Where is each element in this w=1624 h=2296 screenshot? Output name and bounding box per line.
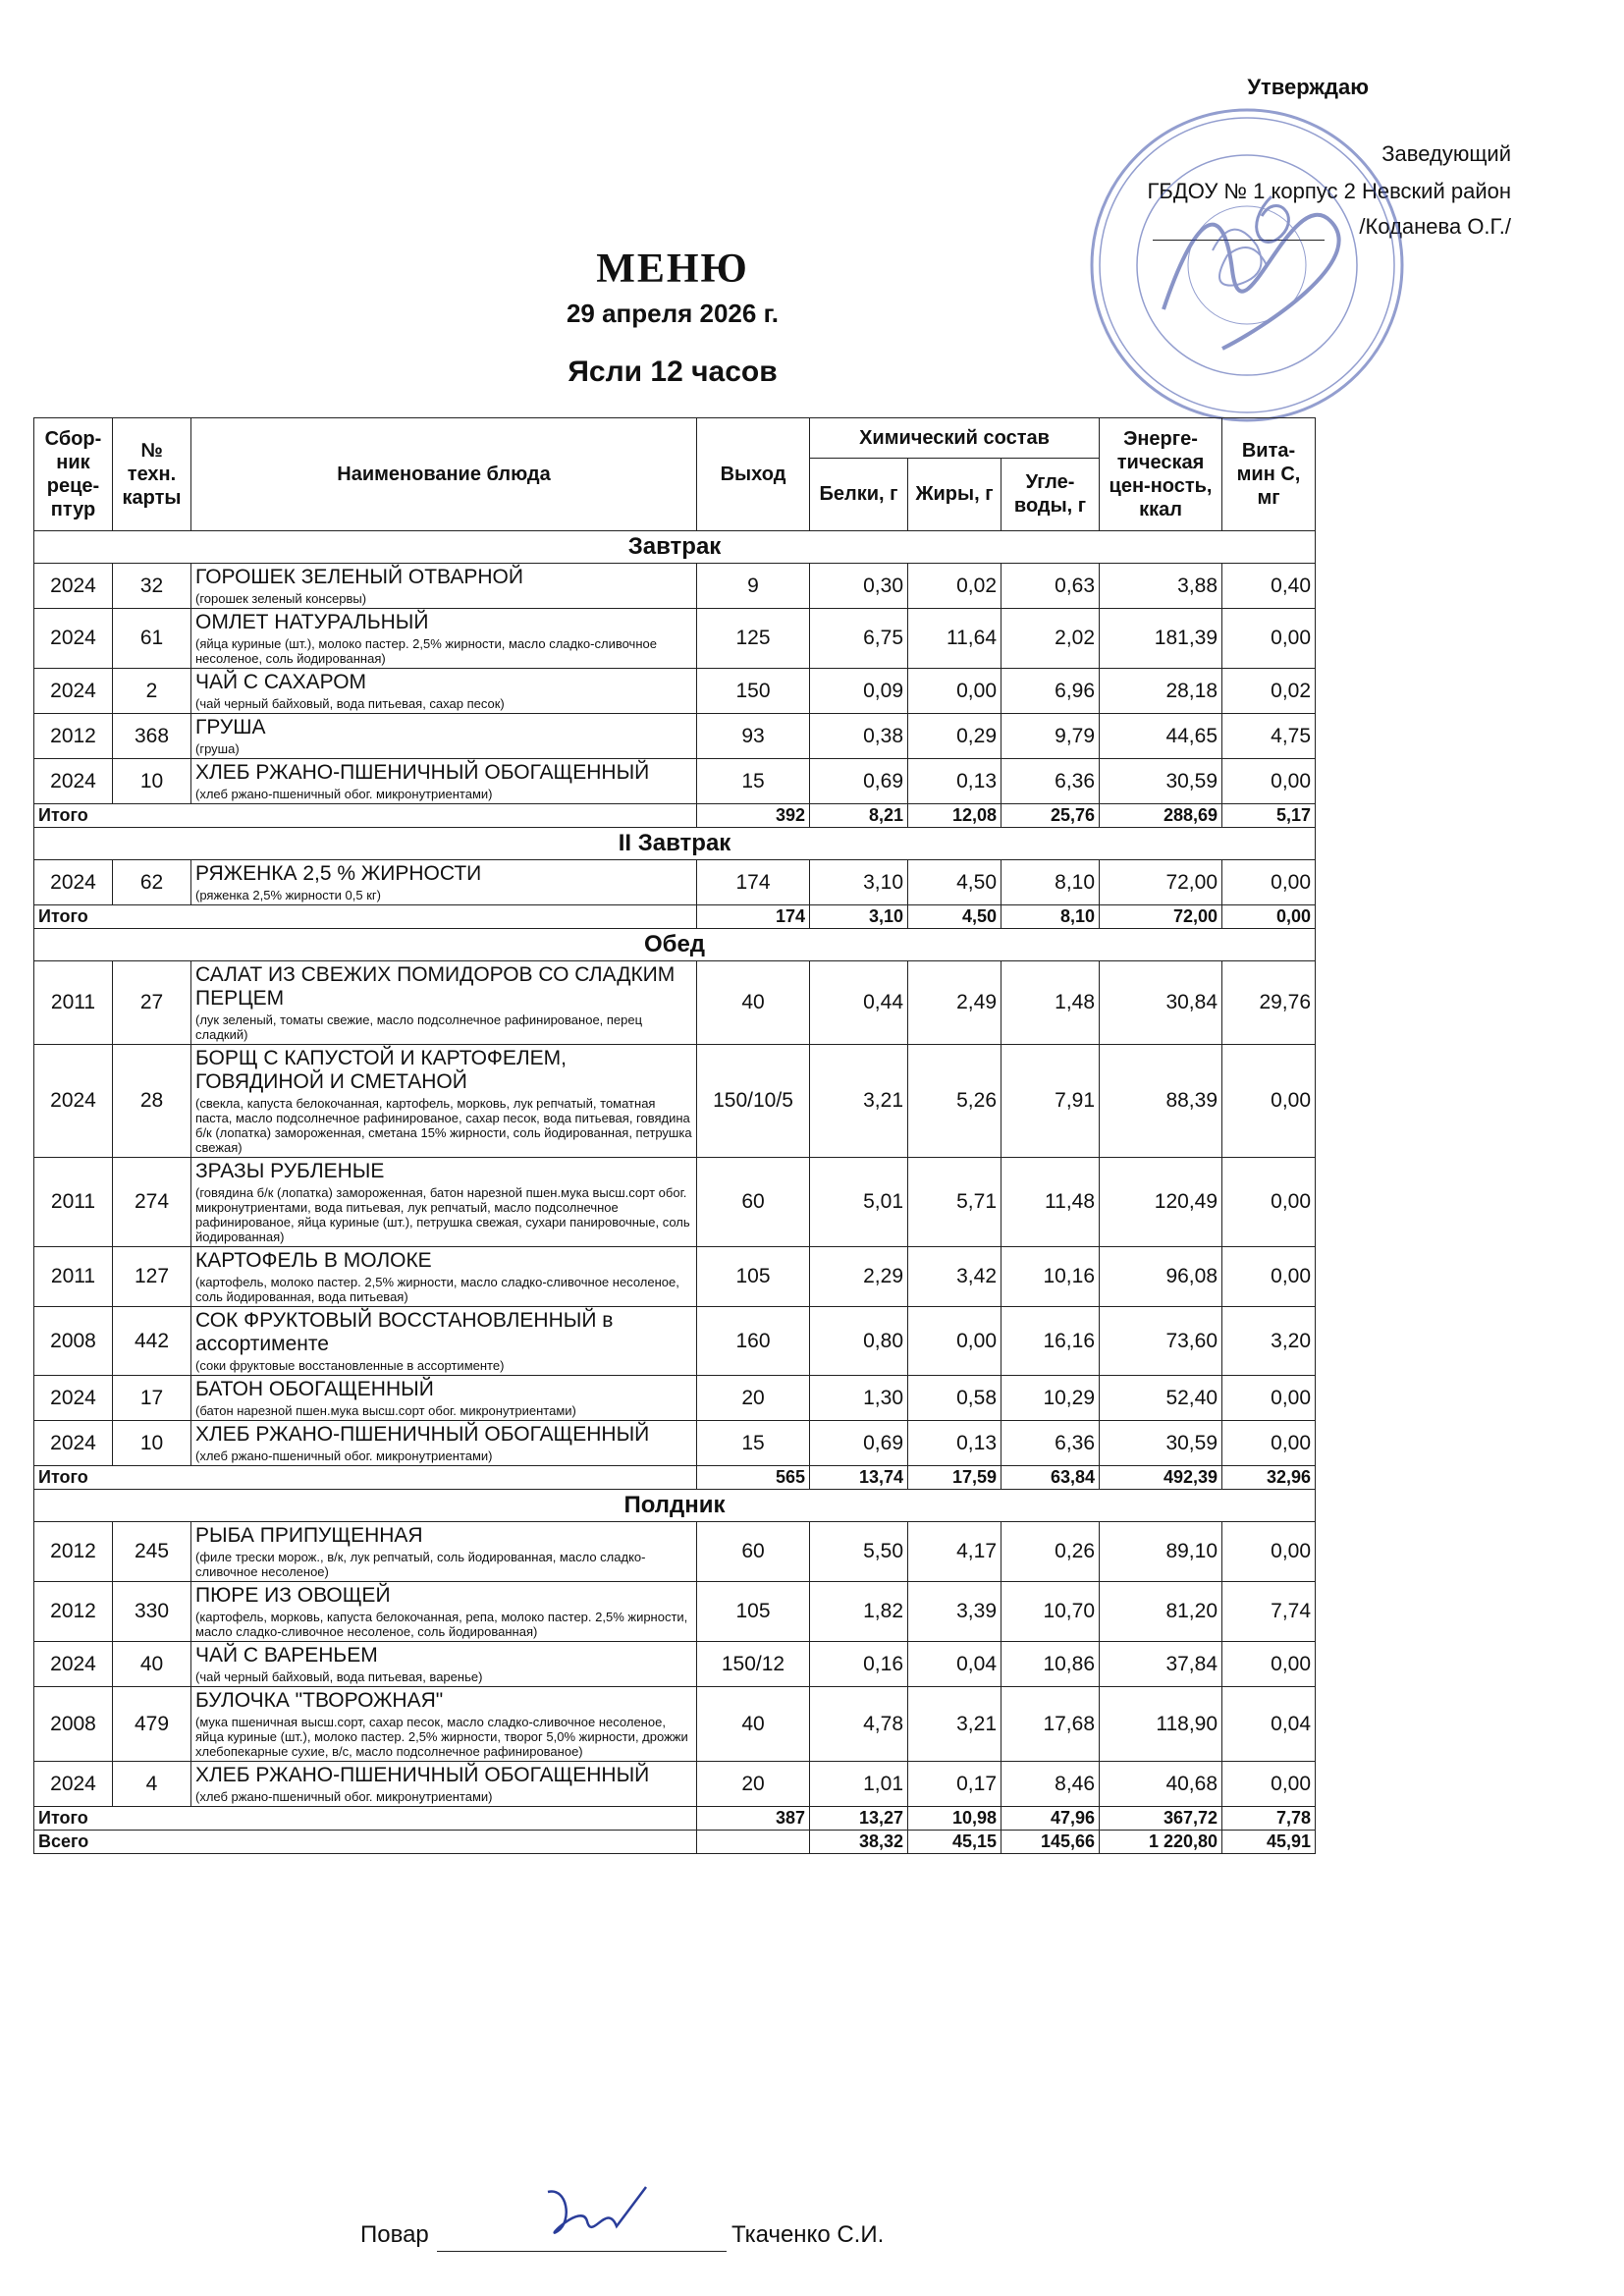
total-label: Итого xyxy=(34,905,697,929)
dish-composition: (груша) xyxy=(195,741,240,756)
section-title: II Завтрак xyxy=(34,828,1316,860)
cell-dish xyxy=(191,1045,697,1158)
cell-vitc: 0,00 xyxy=(1222,1376,1316,1421)
cell-collection: 2012 xyxy=(34,1522,113,1582)
dish-name: КАРТОФЕЛЬ В МОЛОКЕ xyxy=(195,1249,432,1272)
total-vitc: 32,96 xyxy=(1222,1466,1316,1490)
cell-energy: 181,39 xyxy=(1100,609,1222,669)
grand-total-protein: 38,32 xyxy=(810,1831,908,1854)
cell-vitc: 7,74 xyxy=(1222,1582,1316,1642)
dish-name: САЛАТ ИЗ СВЕЖИХ ПОМИДОРОВ СО СЛАДКИМ ПЕРЦЕМ xyxy=(195,963,676,1010)
cook-label: Повар xyxy=(360,2221,429,2248)
cell-vitc: 4,75 xyxy=(1222,714,1316,759)
cell-output: 125 xyxy=(697,609,810,669)
cell-card: 245 xyxy=(113,1522,191,1582)
cell-fat: 0,00 xyxy=(908,669,1001,714)
cell-energy: 3,88 xyxy=(1100,564,1222,609)
cell-protein: 0,69 xyxy=(810,1421,908,1466)
cell-energy: 73,60 xyxy=(1100,1307,1222,1376)
cell-protein: 1,82 xyxy=(810,1582,908,1642)
table-row xyxy=(34,1687,1316,1762)
cell-dish xyxy=(191,564,697,609)
cell-vitc: 0,00 xyxy=(1222,1642,1316,1687)
cell-carbs: 6,96 xyxy=(1001,669,1100,714)
cell-dish xyxy=(191,1421,697,1466)
table-row xyxy=(34,860,1316,905)
cell-energy: 120,49 xyxy=(1100,1158,1222,1247)
cell-fat: 4,50 xyxy=(908,860,1001,905)
cell-vitc: 0,00 xyxy=(1222,1421,1316,1466)
table-row xyxy=(34,669,1316,714)
total-fat: 17,59 xyxy=(908,1466,1001,1490)
section-header-row xyxy=(34,828,1316,860)
menu-body xyxy=(34,531,1316,1854)
approver-position: Заведующий xyxy=(1381,141,1511,166)
cell-output: 60 xyxy=(697,1158,810,1247)
cell-collection: 2012 xyxy=(34,1582,113,1642)
cell-energy: 30,84 xyxy=(1100,961,1222,1045)
cell-protein: 2,29 xyxy=(810,1247,908,1307)
cell-carbs: 8,10 xyxy=(1001,860,1100,905)
total-fat: 10,98 xyxy=(908,1807,1001,1831)
cell-vitc: 29,76 xyxy=(1222,961,1316,1045)
cell-collection: 2024 xyxy=(34,1642,113,1687)
grand-total-vitc: 45,91 xyxy=(1222,1831,1316,1854)
cell-carbs: 16,16 xyxy=(1001,1307,1100,1376)
cell-dish xyxy=(191,669,697,714)
cell-dish xyxy=(191,714,697,759)
section-header-row xyxy=(34,929,1316,961)
total-row xyxy=(34,905,1316,929)
grand-total-energy: 1 220,80 xyxy=(1100,1831,1222,1854)
cell-energy: 40,68 xyxy=(1100,1762,1222,1807)
cell-protein: 5,50 xyxy=(810,1522,908,1582)
cell-protein: 3,21 xyxy=(810,1045,908,1158)
table-row xyxy=(34,714,1316,759)
cell-protein: 3,10 xyxy=(810,860,908,905)
cell-energy: 72,00 xyxy=(1100,860,1222,905)
cell-vitc: 0,04 xyxy=(1222,1687,1316,1762)
dish-composition: (хлеб ржано-пшеничный обог. микронутриентами) xyxy=(195,1789,493,1804)
col-chem: Химический состав xyxy=(810,418,1100,459)
cell-dish xyxy=(191,1522,697,1582)
table-row xyxy=(34,1247,1316,1307)
table-row xyxy=(34,1158,1316,1247)
table-row xyxy=(34,1307,1316,1376)
dish-composition: (свекла, капуста белокочанная, картофель, морковь, лук репчатый, томатная паста, масло подсолнечное рафинированое, сахар песок, вода питьевая, говядина б/к (лопатка) замороженная, сметана 15% жирности, соль йодированная, петрушка свежая) xyxy=(195,1096,692,1155)
total-protein: 8,21 xyxy=(810,804,908,828)
cell-energy: 28,18 xyxy=(1100,669,1222,714)
dish-name: ЗРАЗЫ РУБЛЕНЫЕ xyxy=(195,1160,385,1182)
cell-card: 127 xyxy=(113,1247,191,1307)
table-row xyxy=(34,1045,1316,1158)
table-row xyxy=(34,1582,1316,1642)
cell-output: 93 xyxy=(697,714,810,759)
cell-card: 10 xyxy=(113,759,191,804)
total-carbs: 8,10 xyxy=(1001,905,1100,929)
total-label: Итого xyxy=(34,1466,697,1490)
cell-dish xyxy=(191,1158,697,1247)
cell-vitc: 0,02 xyxy=(1222,669,1316,714)
table-row xyxy=(34,1421,1316,1466)
dish-composition: (картофель, морковь, капуста белокочанная, репа, молоко пастер. 2,5% жирности, масло сладко-сливочное несоленое, соль йодированная) xyxy=(195,1610,688,1639)
cell-output: 150/12 xyxy=(697,1642,810,1687)
total-row xyxy=(34,804,1316,828)
cell-fat: 11,64 xyxy=(908,609,1001,669)
cell-output: 105 xyxy=(697,1247,810,1307)
grand-total-label: Всего xyxy=(34,1831,697,1854)
total-carbs: 47,96 xyxy=(1001,1807,1100,1831)
total-carbs: 25,76 xyxy=(1001,804,1100,828)
dish-name: ХЛЕБ РЖАНО-ПШЕНИЧНЫЙ ОБОГАЩЕННЫЙ xyxy=(195,1764,650,1786)
table-row xyxy=(34,1762,1316,1807)
cell-carbs: 0,26 xyxy=(1001,1522,1100,1582)
dish-name: ГРУША xyxy=(195,716,266,738)
grand-total-carbs: 145,66 xyxy=(1001,1831,1100,1854)
cell-protein: 1,01 xyxy=(810,1762,908,1807)
cell-carbs: 10,16 xyxy=(1001,1247,1100,1307)
col-carbs: Угле-воды, г xyxy=(1001,458,1100,530)
cell-carbs: 10,29 xyxy=(1001,1376,1100,1421)
dish-composition: (картофель, молоко пастер. 2,5% жирности, масло сладко-сливочное несоленое, соль йодированная, вода питьевая) xyxy=(195,1275,679,1304)
cell-vitc: 0,00 xyxy=(1222,1247,1316,1307)
cell-card: 62 xyxy=(113,860,191,905)
cell-protein: 0,69 xyxy=(810,759,908,804)
total-protein: 13,74 xyxy=(810,1466,908,1490)
cell-collection: 2011 xyxy=(34,961,113,1045)
cell-vitc: 0,40 xyxy=(1222,564,1316,609)
table-row xyxy=(34,1522,1316,1582)
cell-carbs: 6,36 xyxy=(1001,759,1100,804)
cell-protein: 0,44 xyxy=(810,961,908,1045)
dish-name: ЧАЙ С САХАРОМ xyxy=(195,671,367,693)
cell-collection: 2011 xyxy=(34,1158,113,1247)
cell-fat: 5,71 xyxy=(908,1158,1001,1247)
dish-name: ХЛЕБ РЖАНО-ПШЕНИЧНЫЙ ОБОГАЩЕННЫЙ xyxy=(195,761,650,784)
cell-output: 160 xyxy=(697,1307,810,1376)
dish-composition: (соки фруктовые восстановленные в ассортименте) xyxy=(195,1358,505,1373)
cell-collection: 2024 xyxy=(34,759,113,804)
cell-protein: 1,30 xyxy=(810,1376,908,1421)
dish-name: БОРЩ С КАПУСТОЙ И КАРТОФЕЛЕМ, ГОВЯДИНОЙ И СМЕТАНОЙ xyxy=(195,1047,567,1093)
cell-dish xyxy=(191,1376,697,1421)
dish-name: ХЛЕБ РЖАНО-ПШЕНИЧНЫЙ ОБОГАЩЕННЫЙ xyxy=(195,1423,650,1446)
table-row xyxy=(34,759,1316,804)
cell-fat: 3,42 xyxy=(908,1247,1001,1307)
total-output: 565 xyxy=(697,1466,810,1490)
menu-date: 29 апреля 2026 г. xyxy=(566,299,780,328)
cell-card: 330 xyxy=(113,1582,191,1642)
section-header-row xyxy=(34,1490,1316,1522)
dish-composition: (горошек зеленый консервы) xyxy=(195,591,367,606)
cook-signature xyxy=(538,2182,656,2241)
total-label: Итого xyxy=(34,804,697,828)
dish-name: РЫБА ПРИПУЩЕННАЯ xyxy=(195,1524,423,1547)
total-label: Итого xyxy=(34,1807,697,1831)
total-vitc: 5,17 xyxy=(1222,804,1316,828)
cell-output: 15 xyxy=(697,1421,810,1466)
cell-vitc: 0,00 xyxy=(1222,609,1316,669)
cell-dish xyxy=(191,961,697,1045)
cell-fat: 0,13 xyxy=(908,759,1001,804)
cell-collection: 2024 xyxy=(34,860,113,905)
cell-collection: 2008 xyxy=(34,1307,113,1376)
cell-vitc: 0,00 xyxy=(1222,759,1316,804)
table-row xyxy=(34,1376,1316,1421)
cell-energy: 30,59 xyxy=(1100,759,1222,804)
cell-collection: 2024 xyxy=(34,1762,113,1807)
total-protein: 13,27 xyxy=(810,1807,908,1831)
cell-carbs: 11,48 xyxy=(1001,1158,1100,1247)
cell-fat: 0,00 xyxy=(908,1307,1001,1376)
cell-collection: 2024 xyxy=(34,1045,113,1158)
cell-collection: 2024 xyxy=(34,1376,113,1421)
cell-carbs: 10,70 xyxy=(1001,1582,1100,1642)
dish-composition: (яйца куриные (шт.), молоко пастер. 2,5% жирности, масло сладко-сливочное несоленое, соль йодированная) xyxy=(195,636,657,666)
total-energy: 72,00 xyxy=(1100,905,1222,929)
cell-vitc: 0,00 xyxy=(1222,1762,1316,1807)
dish-composition: (мука пшеничная высш.сорт, сахар песок, масло сладко-сливочное несоленое, яйца куриные (шт.), молоко пастер. 2,5% жирности, творог 5,0% жирности, дрожжи хлебопекарные сухие, в/с, масло подсолнечное рафинированое) xyxy=(195,1715,688,1759)
total-output: 174 xyxy=(697,905,810,929)
cell-energy: 118,90 xyxy=(1100,1687,1222,1762)
total-row xyxy=(34,1807,1316,1831)
dish-name: ГОРОШЕК ЗЕЛЕНЫЙ ОТВАРНОЙ xyxy=(195,566,523,588)
dish-composition: (чай черный байховый, вода питьевая, сахар песок) xyxy=(195,696,505,711)
dish-composition: (хлеб ржано-пшеничный обог. микронутриентами) xyxy=(195,787,493,801)
col-energy: Энерге-тическая цен-ность, ккал xyxy=(1100,418,1222,531)
cell-protein: 0,80 xyxy=(810,1307,908,1376)
dish-composition: (ряженка 2,5% жирности 0,5 кг) xyxy=(195,888,381,902)
cell-fat: 0,17 xyxy=(908,1762,1001,1807)
cell-energy: 88,39 xyxy=(1100,1045,1222,1158)
cell-dish xyxy=(191,1582,697,1642)
col-collection: Сбор-ник реце-птур xyxy=(34,418,113,531)
cell-card: 17 xyxy=(113,1376,191,1421)
section-header-row xyxy=(34,531,1316,564)
dish-composition: (чай черный байховый, вода питьевая, варенье) xyxy=(195,1669,483,1684)
section-title: Полдник xyxy=(34,1490,1316,1522)
dish-composition: (лук зеленый, томаты свежие, масло подсолнечное рафинированое, перец сладкий) xyxy=(195,1012,643,1042)
col-card: № техн. карты xyxy=(113,418,191,531)
dish-name: БУЛОЧКА "ТВОРОЖНАЯ" xyxy=(195,1689,444,1712)
cell-protein: 4,78 xyxy=(810,1687,908,1762)
total-fat: 4,50 xyxy=(908,905,1001,929)
cell-dish xyxy=(191,609,697,669)
cell-fat: 4,17 xyxy=(908,1522,1001,1582)
cell-protein: 0,30 xyxy=(810,564,908,609)
cell-dish xyxy=(191,1762,697,1807)
approver-signature-name: /Коданева О.Г./ xyxy=(1359,214,1511,239)
cell-vitc: 0,00 xyxy=(1222,1522,1316,1582)
dish-composition: (филе трески морож., в/к, лук репчатый, соль йодированная, масло сладко-сливочное несоленое) xyxy=(195,1550,646,1579)
col-protein: Белки, г xyxy=(810,458,908,530)
total-output: 387 xyxy=(697,1807,810,1831)
cell-fat: 3,39 xyxy=(908,1582,1001,1642)
table-row xyxy=(34,961,1316,1045)
cell-fat: 0,04 xyxy=(908,1642,1001,1687)
cell-card: 274 xyxy=(113,1158,191,1247)
cell-output: 150 xyxy=(697,669,810,714)
cell-card: 32 xyxy=(113,564,191,609)
section-title: Обед xyxy=(34,929,1316,961)
col-vitc: Вита-мин С, мг xyxy=(1222,418,1316,531)
cell-protein: 0,16 xyxy=(810,1642,908,1687)
dish-composition: (батон нарезной пшен.мука высш.сорт обог. микронутриентами) xyxy=(195,1403,576,1418)
total-protein: 3,10 xyxy=(810,905,908,929)
cell-card: 27 xyxy=(113,961,191,1045)
cell-fat: 3,21 xyxy=(908,1687,1001,1762)
table-row xyxy=(34,609,1316,669)
approve-label: Утверждаю xyxy=(1247,75,1369,99)
cell-dish xyxy=(191,1247,697,1307)
cell-vitc: 3,20 xyxy=(1222,1307,1316,1376)
dish-name: РЯЖЕНКА 2,5 % ЖИРНОСТИ xyxy=(195,862,482,885)
cell-card: 28 xyxy=(113,1045,191,1158)
cell-dish xyxy=(191,759,697,804)
cell-output: 40 xyxy=(697,1687,810,1762)
total-energy: 288,69 xyxy=(1100,804,1222,828)
cell-output: 150/10/5 xyxy=(697,1045,810,1158)
cell-card: 40 xyxy=(113,1642,191,1687)
cell-dish xyxy=(191,1307,697,1376)
cell-collection: 2024 xyxy=(34,1421,113,1466)
cell-dish xyxy=(191,860,697,905)
cell-fat: 0,58 xyxy=(908,1376,1001,1421)
cell-card: 368 xyxy=(113,714,191,759)
total-vitc: 7,78 xyxy=(1222,1807,1316,1831)
cell-protein: 5,01 xyxy=(810,1158,908,1247)
cell-carbs: 8,46 xyxy=(1001,1762,1100,1807)
cell-fat: 0,13 xyxy=(908,1421,1001,1466)
grand-total-fat: 45,15 xyxy=(908,1831,1001,1854)
section-title: Завтрак xyxy=(34,531,1316,564)
grand-total-output xyxy=(697,1831,810,1854)
cell-output: 20 xyxy=(697,1762,810,1807)
cell-carbs: 2,02 xyxy=(1001,609,1100,669)
cell-energy: 37,84 xyxy=(1100,1642,1222,1687)
cell-fat: 0,02 xyxy=(908,564,1001,609)
cell-fat: 2,49 xyxy=(908,961,1001,1045)
dish-composition: (говядина б/к (лопатка) замороженная, батон нарезной пшен.мука высш.сорт обог. микронутриентами, вода питьевая, лук репчатый, масло подсолнечное рафинированое, яйца куриные (шт.), петрушка свежая, сухари панировочные, соль йодированная) xyxy=(195,1185,690,1244)
cell-output: 174 xyxy=(697,860,810,905)
page-title: МЕНЮ xyxy=(596,246,749,292)
dish-composition: (хлеб ржано-пшеничный обог. микронутриентами) xyxy=(195,1449,493,1463)
dish-name: СОК ФРУКТОВЫЙ ВОССТАНОВЛЕННЫЙ в ассортименте xyxy=(195,1309,614,1355)
cell-carbs: 6,36 xyxy=(1001,1421,1100,1466)
total-energy: 492,39 xyxy=(1100,1466,1222,1490)
cell-fat: 0,29 xyxy=(908,714,1001,759)
cell-energy: 96,08 xyxy=(1100,1247,1222,1307)
cell-card: 2 xyxy=(113,669,191,714)
cell-energy: 81,20 xyxy=(1100,1582,1222,1642)
cell-card: 442 xyxy=(113,1307,191,1376)
cell-output: 60 xyxy=(697,1522,810,1582)
grand-total-row xyxy=(34,1831,1316,1854)
cell-carbs: 7,91 xyxy=(1001,1045,1100,1158)
col-dish: Наименование блюда xyxy=(191,418,697,531)
total-carbs: 63,84 xyxy=(1001,1466,1100,1490)
cell-vitc: 0,00 xyxy=(1222,1158,1316,1247)
cell-collection: 2012 xyxy=(34,714,113,759)
cell-carbs: 9,79 xyxy=(1001,714,1100,759)
cell-collection: 2011 xyxy=(34,1247,113,1307)
cell-energy: 52,40 xyxy=(1100,1376,1222,1421)
col-fat: Жиры, г xyxy=(908,458,1001,530)
total-fat: 12,08 xyxy=(908,804,1001,828)
cell-protein: 6,75 xyxy=(810,609,908,669)
cell-carbs: 17,68 xyxy=(1001,1687,1100,1762)
total-output: 392 xyxy=(697,804,810,828)
cell-vitc: 0,00 xyxy=(1222,1045,1316,1158)
table-header-row xyxy=(34,418,1316,459)
total-vitc: 0,00 xyxy=(1222,905,1316,929)
cell-dish xyxy=(191,1687,697,1762)
cell-output: 9 xyxy=(697,564,810,609)
cell-dish xyxy=(191,1642,697,1687)
cell-carbs: 0,63 xyxy=(1001,564,1100,609)
cell-output: 20 xyxy=(697,1376,810,1421)
total-energy: 367,72 xyxy=(1100,1807,1222,1831)
cell-card: 10 xyxy=(113,1421,191,1466)
cell-protein: 0,09 xyxy=(810,669,908,714)
dish-name: ОМЛЕТ НАТУРАЛЬНЫЙ xyxy=(195,611,429,633)
cell-energy: 30,59 xyxy=(1100,1421,1222,1466)
cell-energy: 44,65 xyxy=(1100,714,1222,759)
cook-signature-line xyxy=(437,2251,727,2252)
table-row xyxy=(34,564,1316,609)
menu-group: Ясли 12 часов xyxy=(568,355,778,388)
cell-output: 15 xyxy=(697,759,810,804)
cell-collection: 2024 xyxy=(34,669,113,714)
cell-collection: 2024 xyxy=(34,609,113,669)
approver-institution: ГБДОУ № 1 корпус 2 Невский район xyxy=(1147,179,1511,203)
cell-output: 105 xyxy=(697,1582,810,1642)
dish-name: ПЮРЕ ИЗ ОВОЩЕЙ xyxy=(195,1584,391,1607)
cell-carbs: 10,86 xyxy=(1001,1642,1100,1687)
cell-output: 40 xyxy=(697,961,810,1045)
cell-vitc: 0,00 xyxy=(1222,860,1316,905)
col-output: Выход xyxy=(697,418,810,531)
cell-fat: 5,26 xyxy=(908,1045,1001,1158)
dish-name: ЧАЙ С ВАРЕНЬЕМ xyxy=(195,1644,378,1667)
cell-card: 479 xyxy=(113,1687,191,1762)
cook-name: Ткаченко С.И. xyxy=(731,2221,885,2248)
total-row xyxy=(34,1466,1316,1490)
cell-protein: 0,38 xyxy=(810,714,908,759)
cell-energy: 89,10 xyxy=(1100,1522,1222,1582)
cell-carbs: 1,48 xyxy=(1001,961,1100,1045)
table-row xyxy=(34,1642,1316,1687)
dish-name: БАТОН ОБОГАЩЕННЫЙ xyxy=(195,1378,434,1400)
menu-table xyxy=(33,417,1316,1854)
cell-card: 61 xyxy=(113,609,191,669)
cell-collection: 2008 xyxy=(34,1687,113,1762)
cell-card: 4 xyxy=(113,1762,191,1807)
cell-collection: 2024 xyxy=(34,564,113,609)
